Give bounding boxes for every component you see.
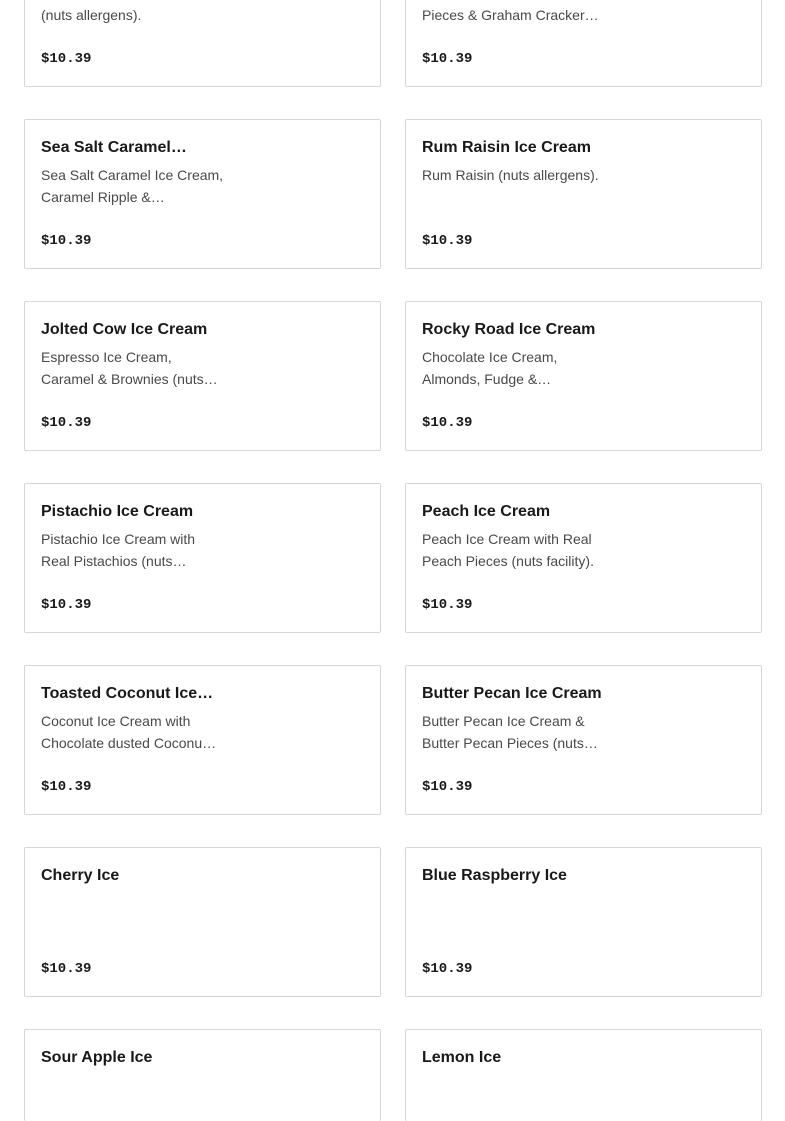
menu-item-card[interactable] — [24, 483, 381, 633]
menu-item-description: Butter Pecan Ice Cream & Butter Pecan Pieces (nuts… — [422, 713, 598, 751]
menu-item-price: $10.39 — [422, 961, 473, 977]
menu-item-card[interactable] — [405, 847, 762, 997]
menu-item-title: Sea Salt Caramel… — [41, 139, 187, 156]
menu-item-price: $10.39 — [422, 415, 473, 431]
menu-item-description: Chocolate Ice Cream, Almonds, Fudge &… — [422, 349, 558, 387]
menu-item-price: $10.39 — [41, 415, 92, 431]
menu-item-price: $10.39 — [41, 961, 92, 977]
menu-item-card[interactable] — [405, 301, 762, 451]
menu-item-card[interactable] — [24, 301, 381, 451]
menu-item-price: $10.39 — [422, 597, 473, 613]
menu-item-description: (nuts allergens). — [41, 7, 142, 23]
menu-item-title: Butter Pecan Ice Cream — [422, 685, 602, 702]
menu-item-card[interactable] — [405, 1029, 762, 1121]
menu-item-title: Jolted Cow Ice Cream — [41, 321, 208, 338]
menu-item-card[interactable] — [24, 119, 381, 269]
menu-item-title: Toasted Coconut Ice… — [41, 685, 214, 702]
menu-item-card[interactable] — [24, 847, 381, 997]
menu-item-price: $10.39 — [41, 779, 92, 795]
menu-item-title: Rum Raisin Ice Cream — [422, 139, 591, 156]
menu-item-card[interactable] — [405, 665, 762, 815]
menu-item-price: $10.39 — [422, 779, 473, 795]
menu-item-price: $10.39 — [41, 51, 92, 67]
menu-item-card[interactable] — [24, 0, 381, 87]
menu-item-title: Pistachio Ice Cream — [41, 503, 194, 520]
menu-item-card[interactable] — [405, 483, 762, 633]
menu-item-description: Peach Ice Cream with Real Peach Pieces (nuts facility). — [422, 531, 594, 569]
menu-item-description: Pistachio Ice Cream with Real Pistachios (nuts… — [41, 531, 196, 569]
menu-item-description: Coconut Ice Cream with Chocolate dusted Coconu… — [41, 713, 217, 751]
menu-item-description: Pieces & Graham Cracker… — [422, 7, 599, 23]
menu-item-card[interactable] — [24, 1029, 381, 1121]
menu-item-card[interactable] — [24, 665, 381, 815]
menu-item-price: $10.39 — [422, 51, 473, 67]
menu-item-price: $10.39 — [422, 233, 473, 249]
menu-item-title: Cherry Ice — [41, 867, 120, 884]
menu-item-card[interactable] — [405, 119, 762, 269]
menu-item-price: $10.39 — [41, 597, 92, 613]
menu-item-title: Lemon Ice — [422, 1049, 502, 1066]
menu-item-title: Blue Raspberry Ice — [422, 867, 567, 884]
menu-item-description: Espresso Ice Cream, Caramel & Brownies (nuts… — [41, 349, 218, 387]
menu-item-description: Rum Raisin (nuts allergens). — [422, 167, 599, 183]
menu-item-price: $10.39 — [41, 233, 92, 249]
menu-item-card[interactable] — [405, 0, 762, 87]
menu-item-title: Rocky Road Ice Cream — [422, 321, 596, 338]
menu-item-description: Sea Salt Caramel Ice Cream, Caramel Ripple &… — [41, 167, 224, 205]
menu-item-title: Peach Ice Cream — [422, 503, 551, 520]
menu-item-title: Sour Apple Ice — [41, 1049, 153, 1066]
